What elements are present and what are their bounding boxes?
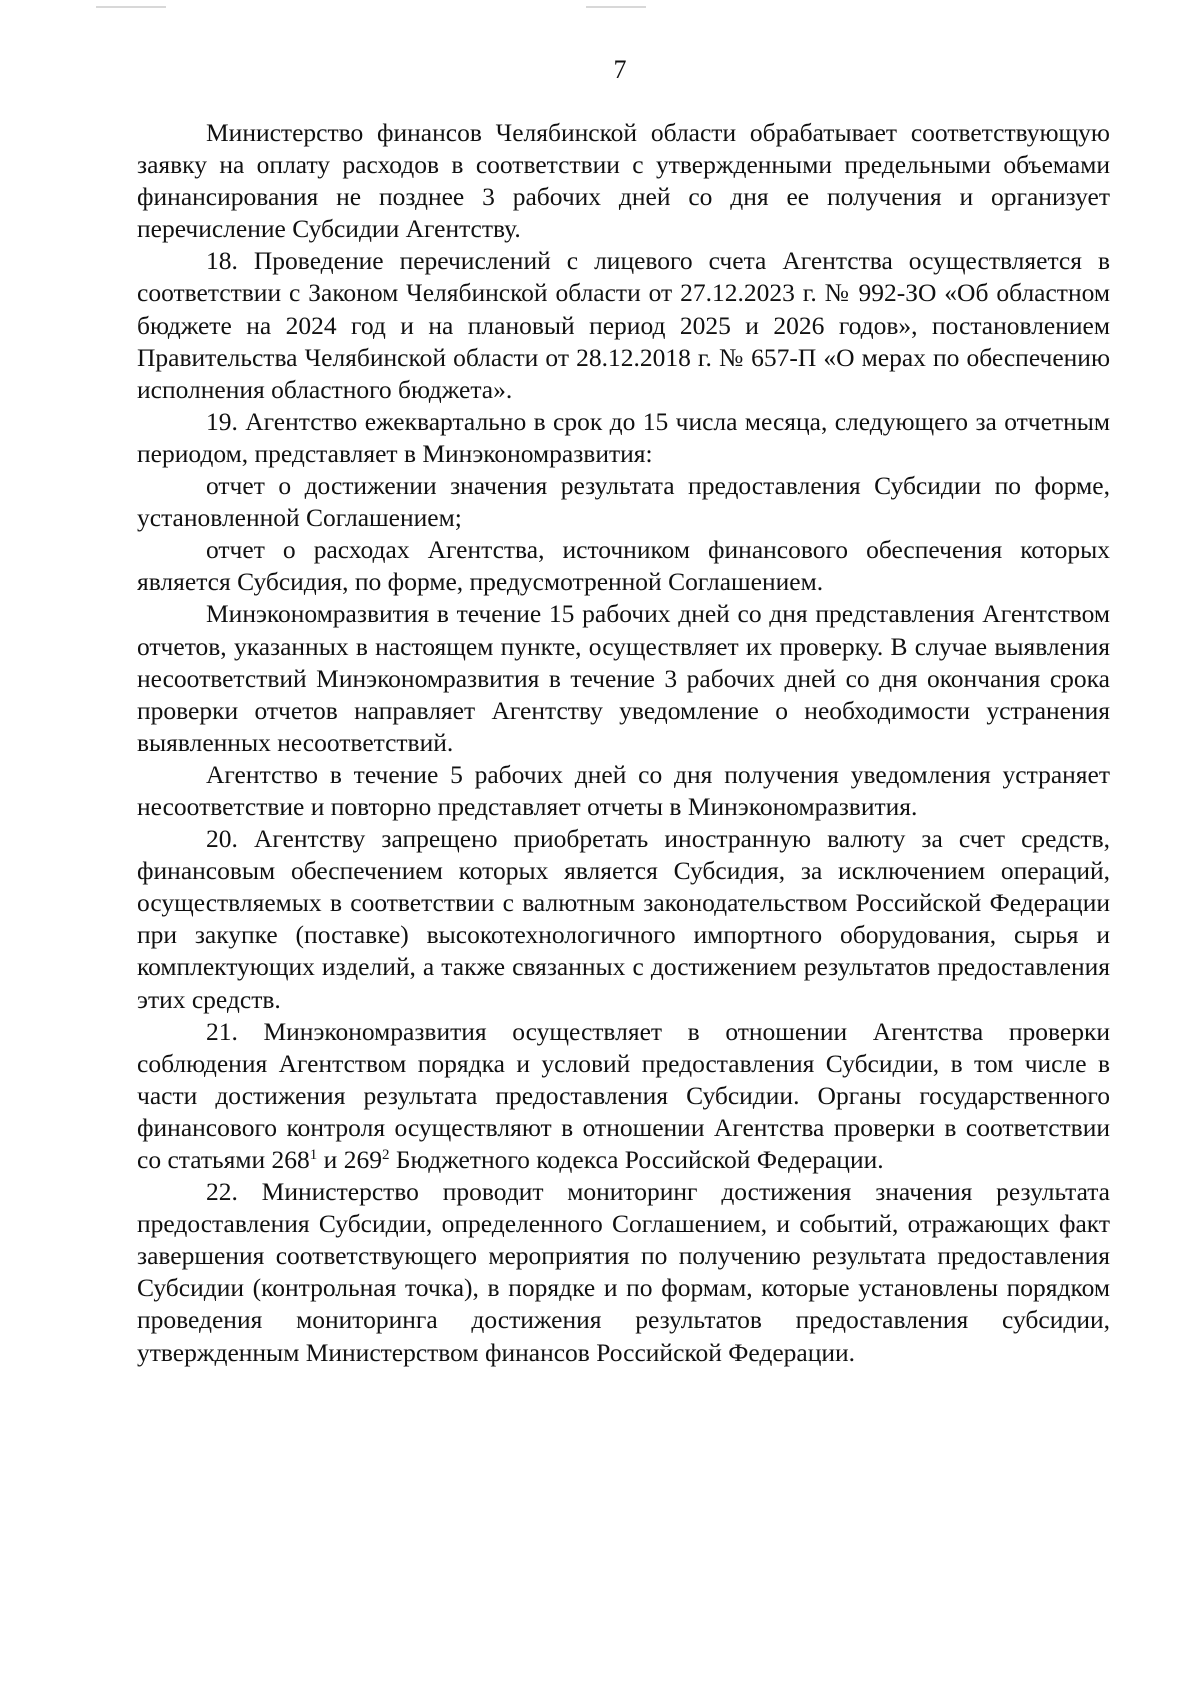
clause-21-superscript-1: 1 <box>309 1147 318 1163</box>
paragraph-report-result: отчет о достижении значения результата предоставления Субсидии по форме, установленной Соглашением; <box>137 471 1110 533</box>
document-body <box>137 117 1110 1369</box>
clause-21-superscript-2: 2 <box>381 1147 390 1163</box>
paragraph-report-check: Минэкономразвития в течение 15 рабочих дней со дня представления Агентством отчетов, указанных в настоящем пункте, осуществляет их проверку. В случае выявления несоответствий Минэкономразвития в течение 3 рабочих дней со дня окончания срока проверки отчетов направляет Агентству уведомление о необходимости устранения выявленных несоответствий. <box>137 599 1110 757</box>
clause-21-text-part2: и 269 <box>317 1145 382 1174</box>
scan-artifact-right <box>586 6 646 8</box>
clause-21-text-part3: Бюджетного кодекса Российской Федерации. <box>389 1145 884 1174</box>
paragraph-clause-18: 18. Проведение перечислений с лицевого счета Агентства осуществляется в соответствии с Законом Челябинской области от 27.12.2023 г. № 992-ЗО «Об областном бюджете на 2024 год и на плановый период 2025 и 2026 годов», постановлением Правительства Челябинской области от 28.12.2018 г. № 657-П «О мерах по обеспечению исполнения областного бюджета». <box>137 246 1110 404</box>
paragraph-ministry-processing: Министерство финансов Челябинской области обрабатывает соответствующую заявку на оплату расходов в соответствии с утвержденными предельными объемами финансирования не позднее 3 рабочих дней со дня ее получения и организует перечисление Субсидии Агентству. <box>137 118 1110 244</box>
paragraph-clause-21 <box>137 1016 1110 1176</box>
page-number: 7 <box>613 55 627 84</box>
paragraph-report-expenses: отчет о расходах Агентства, источником финансового обеспечения которых является Субсидия, по форме, предусмотренной Соглашением. <box>137 535 1110 597</box>
clause-21-text-part1: 21. Минэкономразвития осуществляет в отношении Агентства проверки соблюдения Агентством порядка и условий предоставления Субсидии, в том числе в части достижения результата предоставления Субсидии. Органы государственного финансового контроля осуществляют в отношении Агентства проверки в соответствии со статьями 268 <box>137 1016 1110 1174</box>
paragraph-clause-22: 22. Министерство проводит мониторинг достижения значения результата предоставления Субсидии, определенного Соглашением, и событий, отражающих факт завершения соответствующего мероприятия по получению результата предоставления Субсидии (контрольная точка), в порядке и по формам, которые установлены порядком проведения мониторинга достижения результатов предоставления субсидии, утвержденным Министерством финансов Российской Федерации. <box>137 1177 1110 1367</box>
paragraph-clause-19: 19. Агентство ежеквартально в срок до 15 числа месяца, следующего за отчетным периодом, представляет в Минэкономразвития: <box>137 406 1110 468</box>
scan-artifact-left <box>96 6 166 8</box>
paragraph-agency-correction: Агентство в течение 5 рабочих дней со дня получения уведомления устраняет несоответствие и повторно представляет отчеты в Минэкономразвития. <box>137 759 1110 821</box>
paragraph-clause-20: 20. Агентству запрещено приобретать иностранную валюту за счет средств, финансовым обеспечением которых является Субсидия, за исключением операций, осуществляемых в соответствии с валютным законодательством Российской Федерации при закупке (поставке) высокотехнологичного импортного оборудования, сырья и комплектующих изделий, а также связанных с достижением результатов предоставления этих средств. <box>137 824 1110 1014</box>
